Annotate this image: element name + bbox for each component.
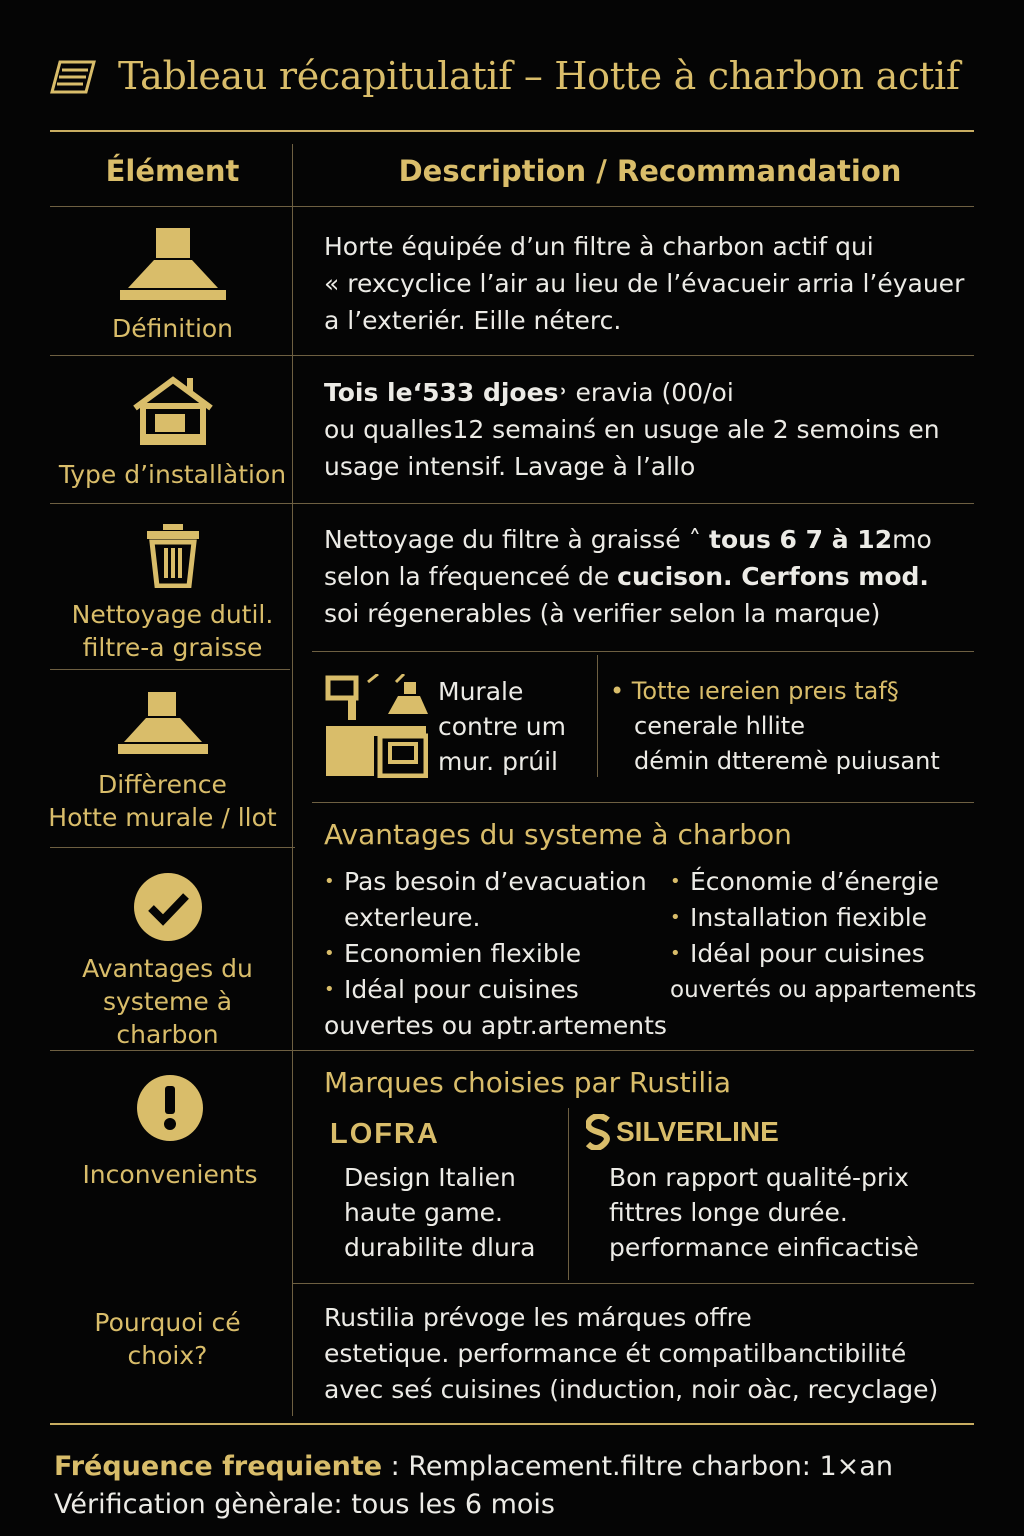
range-hood-icon bbox=[118, 228, 228, 304]
header-element: Élément bbox=[105, 154, 240, 188]
pourquoi-description: Rustilia prévoge les márques offre estetique. performance ét compatilbanctibilité avec seś cuisines (induction, noir oàc, recyclage) bbox=[324, 1303, 939, 1404]
row-label-difference: Diffèrence Hotte murale / llot bbox=[40, 692, 285, 834]
cell-divider bbox=[568, 1108, 569, 1280]
silverline-s-icon bbox=[586, 1114, 610, 1150]
avantages-left-tail: ouvertes ou aptr.artements bbox=[324, 1011, 667, 1040]
table-top-rule bbox=[50, 130, 974, 132]
brand-lofra-text: Design Italien haute game. durabilite dlura bbox=[344, 1163, 536, 1262]
range-hood-icon bbox=[116, 692, 210, 756]
footer-label: Fréquence frequiente bbox=[54, 1451, 383, 1482]
definition-description: Horte équipée d’un filtre à charbon actif qui « rexcyclice l’air au lieu de l’évacueir arria l’éyauer a l’exteriér. Eille néterc. bbox=[324, 232, 965, 335]
header-description: Description / Recommandation bbox=[398, 154, 902, 188]
row-label-installation: Type d’installàtion bbox=[50, 376, 295, 491]
document-icon bbox=[50, 56, 100, 96]
page-title bbox=[50, 46, 974, 106]
brand-silverline-text: Bon rapport qualité-prix fittres longe durée. performance einficactisè bbox=[609, 1163, 919, 1262]
table-bottom-rule bbox=[50, 1423, 974, 1425]
list-item: • Économie d’énergie bbox=[670, 864, 970, 900]
row-rule bbox=[50, 355, 974, 356]
header-rule bbox=[50, 206, 974, 207]
trash-icon bbox=[145, 524, 201, 588]
checkmark-icon bbox=[133, 872, 203, 942]
title-text: Tableau récapitulatif – Hotte à charbon actif bbox=[118, 54, 960, 98]
list-item: • Installation fiexible bbox=[670, 900, 970, 936]
row-rule bbox=[292, 1283, 974, 1284]
row-label-nettoyage: Nettoyage dutil. filtre-a graisse bbox=[50, 524, 295, 664]
kitchen-icon bbox=[324, 674, 428, 778]
murale-description: Murale contre um mur. prúil bbox=[438, 677, 566, 776]
marques-title: Marques choisies par Rustilia bbox=[324, 1066, 732, 1099]
row-rule bbox=[312, 651, 974, 652]
avantages-left-list bbox=[324, 864, 664, 1008]
nettoyage-description: Nettoyage du filtre à graissé ˄ tous 6 7 à 12mo selon la fŕequenceé de cucison. Cerfons mod. soi régenerables (à verifier selon la marque) bbox=[324, 525, 932, 628]
list-item: • Idéal pour cuisines bbox=[324, 972, 664, 1008]
row-rule bbox=[312, 802, 974, 803]
house-icon bbox=[131, 376, 215, 446]
list-item: • Pas besoin d’evacuation exterleure. bbox=[324, 864, 664, 936]
avantages-right-tail: ouvertés ou appartements bbox=[670, 977, 977, 1003]
row-label-definition: Définition bbox=[50, 228, 295, 345]
avantages-title: Avantages du systeme à charbon bbox=[324, 818, 792, 851]
row-rule bbox=[50, 669, 290, 670]
brand-silverline-logo: SILVERLINE bbox=[586, 1114, 779, 1150]
row-rule bbox=[50, 847, 295, 848]
exclamation-icon bbox=[136, 1074, 204, 1142]
row-label-inconvenients: Inconvenients bbox=[50, 1074, 290, 1191]
list-item: • Idéal pour cuisines bbox=[670, 936, 970, 972]
row-label-pourquoi: Pourquoi cé choix? bbox=[94, 1308, 241, 1370]
installation-description: Tois le‘533 djoes˒ eravia (00/oi ou qualles12 semainś en usuge ale 2 semoins en usage intensif. Lavage à l’allo bbox=[324, 378, 940, 481]
avantages-right-list bbox=[670, 864, 970, 972]
row-rule bbox=[50, 503, 974, 504]
footer-note: Fréquence frequiente : Remplacement.filtre charbon: 1×an Vérification gènèrale: tous les 6 mois bbox=[54, 1451, 893, 1520]
list-item: • Economien flexible bbox=[324, 936, 664, 972]
brand-lofra-logo: LOFRA bbox=[330, 1118, 440, 1150]
row-label-avantages: Avantages du systeme à charbon bbox=[50, 872, 285, 1051]
ilot-description: • Totte ıereien preıs taf§ cenerale hllite démin dtteremè puiusant bbox=[610, 677, 940, 775]
